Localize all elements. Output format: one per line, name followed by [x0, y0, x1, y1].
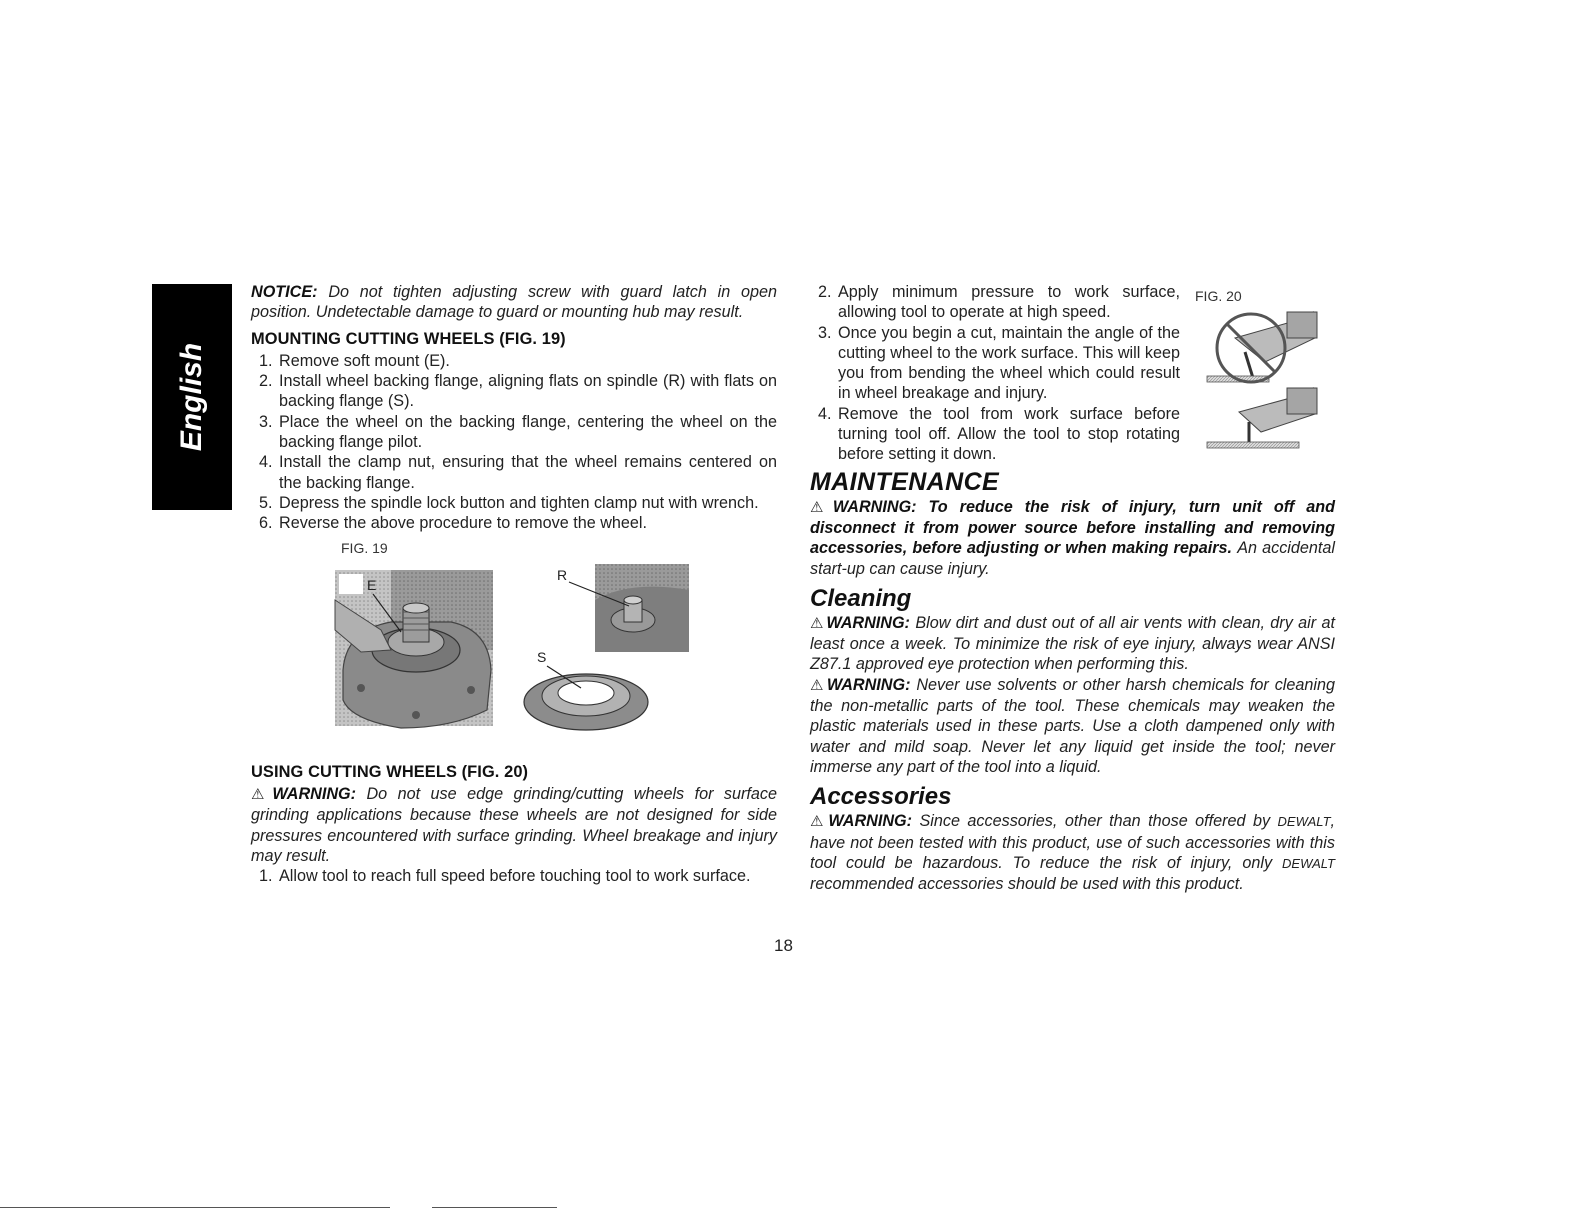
fig20-illustration [1195, 282, 1335, 462]
using-warning [251, 784, 777, 866]
list-item: 2. Apply minimum pressure to work surface, allowing tool to operate at high speed. [818, 283, 1180, 322]
accessories-warning [810, 811, 1335, 894]
using-steps-left [251, 866, 777, 886]
warning-label: WARNING: [826, 613, 910, 632]
mounting-heading: MOUNTING CUTTING WHEELS (FIG. 19) [251, 329, 566, 348]
list-item: 6. Reverse the above procedure to remove the wheel. [259, 514, 648, 533]
right-column [810, 282, 1335, 894]
fig19-drawing [251, 560, 777, 760]
cleaning-warning-2 [810, 675, 1335, 777]
fig19-illustration [251, 560, 777, 760]
maintenance-warning [810, 497, 1335, 579]
page-number: 18 [774, 936, 793, 955]
warning-label: WARNING: [832, 497, 917, 516]
right-top-section [810, 282, 1335, 465]
fig20-incorrect [1207, 312, 1317, 382]
notice-text: Do not tighten adjusting screw with guard latch in open position. Undetectable damage to guard or mounting hub may result. [251, 283, 777, 322]
fig20-correct [1207, 388, 1317, 448]
warning-text: , have not been tested with this product, use of such accessories with this tool could be hazardous. To reduce the risk of injury, only [810, 812, 1336, 872]
callout-e: E [367, 576, 377, 593]
footer-rule [0, 1207, 390, 1208]
cleaning-heading: Cleaning [810, 584, 912, 612]
left-column [251, 282, 777, 887]
fig20-label: FIG. 20 [1195, 288, 1242, 304]
warning-icon: ⚠ [810, 614, 825, 632]
notice-paragraph [251, 282, 777, 323]
warning-icon: ⚠ [810, 813, 827, 831]
brand-name: DEWALT [1282, 855, 1336, 871]
warning-icon: ⚠ [810, 498, 831, 516]
language-tab-label: English [175, 342, 208, 452]
list-item: 1. Allow tool to reach full speed before touching tool to work surface. [259, 867, 751, 886]
warning-bold-text: To reduce the risk of injury, turn unit off and disconnect it from power source before installing and removing accessories, before adjusting or when making repairs. [810, 497, 1336, 558]
warning-label: WARNING: [826, 675, 911, 694]
warning-text: recommended accessories should be used with this product. [810, 875, 1244, 894]
using-heading: USING CUTTING WHEELS (FIG. 20) [251, 762, 529, 781]
language-tab [152, 284, 232, 510]
fig19-right-photo [551, 564, 689, 652]
warning-text: Never use solvents or other harsh chemicals for cleaning the non-metallic parts of the tool. These chemicals may weaken the plastic materials used in these parts. Use a cloth dampened only with water and mild soap. Never let any liquid get inside the tool; never immerse any part of the tool into a liquid. [810, 675, 1336, 776]
list-item: 3. Place the wheel on the backing flange, centering the wheel on the backing flange pilot. [259, 412, 777, 452]
maintenance-heading: MAINTENANCE [810, 467, 1000, 496]
fig20-drawing [1195, 282, 1335, 462]
list-item: 4. Install the clamp nut, ensuring that the wheel remains centered on the backing flange. [259, 453, 777, 492]
accessories-heading: Accessories [810, 783, 952, 811]
mounting-steps [251, 351, 777, 534]
list-item: 1. Remove soft mount (E). [259, 351, 450, 370]
warning-text: Blow dirt and dust out of all air vents with clean, dry air at least once a week. To minimize the risk of eye injury, always wear ANSI Z87.1 approved eye protection when performing this. [810, 613, 1336, 674]
callout-s: S [537, 648, 547, 665]
fig19-left-photo [335, 570, 493, 728]
list-item: 2. Install wheel backing flange, aligning flats on spindle (R) with flats on backing flange (S). [259, 372, 777, 411]
warning-label: WARNING: [828, 812, 913, 831]
list-item: 4. Remove the tool from work surface before turning tool off. Allow the tool to stop rotating before setting it down. [818, 404, 1180, 464]
warning-text: An accidental start-up can cause injury. [810, 539, 1335, 578]
cleaning-warning-1 [810, 613, 1335, 675]
warning-text: Since accessories, other than those offered by [919, 812, 1271, 831]
warning-icon: ⚠ [810, 676, 825, 694]
warning-label: WARNING: [272, 785, 357, 804]
fig19-flange [524, 649, 648, 730]
warning-text: Do not use edge grinding/cutting wheels for surface grinding applications because these wheels are not designed for side pressures encountered with surface grinding. Wheel breakage and injury may result. [251, 785, 778, 866]
using-steps-right [810, 282, 1180, 465]
footer-rule [432, 1207, 557, 1208]
notice-label: NOTICE: [251, 283, 318, 301]
callout-r: R [557, 566, 568, 583]
list-item: 5. Depress the spindle lock button and tighten clamp nut with wrench. [259, 493, 759, 512]
list-item: 3. Once you begin a cut, maintain the angle of the cutting wheel to the work surface. This will keep you from bending the wheel which could result in wheel breakage and injury. [818, 323, 1180, 403]
fig19-label: FIG. 19 [341, 539, 388, 556]
brand-name: DEWALT [1277, 814, 1331, 830]
warning-icon: ⚠ [251, 786, 271, 804]
